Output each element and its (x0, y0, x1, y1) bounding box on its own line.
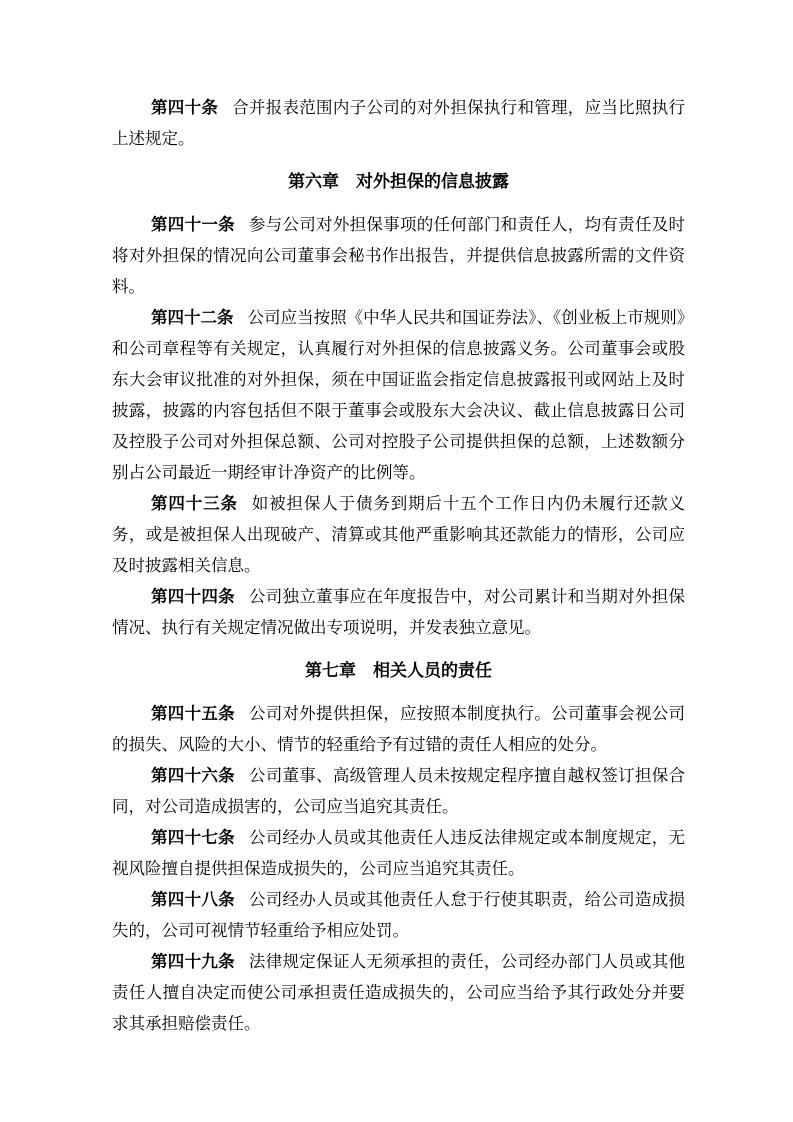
article-paragraph (112, 302, 685, 488)
article-paragraph (112, 209, 685, 302)
article-number: 第四十九条 (151, 952, 235, 971)
article-text: 如被担保人于债务到期后十五个工作日内仍未履行还款义务，或是被担保人出现破产、清算或其他严重影响其还款能力的情形，公司应及时披露相关信息。 (112, 494, 686, 575)
article-text: 公司经办人员或其他责任人怠于行使其职责，给公司造成损失的，公司可视情节轻重给予相应处罚。 (112, 890, 686, 940)
article-number: 第四十五条 (151, 704, 235, 723)
article-number: 第四十四条 (151, 587, 235, 606)
article-number: 第四十条 (151, 98, 219, 117)
chapter-heading: 第六章 对外担保的信息披露 (288, 172, 509, 191)
article-text: 公司独立董事应在年度报告中，对公司累计和当期对外担保情况、执行有关规定情况做出专项说明，并发表独立意见。 (112, 587, 686, 637)
article-text: 公司经办人员或其他责任人违反法律规定或本制度规定，无视风险擅自提供担保造成损失的，公司应当追究其责任。 (112, 828, 686, 878)
article-paragraph (112, 822, 685, 884)
article-paragraph (112, 698, 685, 760)
article-text: 法律规定保证人无须承担的责任，公司经办部门人员或其他责任人擅自决定而使公司承担责任造成损失的，公司应当给予其行政处分并要求其承担赔偿责任。 (112, 952, 686, 1033)
article-number: 第四十一条 (151, 215, 235, 234)
article-paragraph (112, 946, 685, 1039)
article-number: 第四十七条 (151, 828, 235, 847)
article-number: 第四十六条 (151, 766, 235, 785)
article-text: 公司董事、高级管理人员未按规定程序擅自越权签订担保合同，对公司造成损害的，公司应当追究其责任。 (112, 766, 686, 816)
article-paragraph (112, 884, 685, 946)
article-text: 公司应当按照《中华人民共和国证券法》、《创业板上市规则》和公司章程等有关规定，认真履行对外担保的信息披露义务。公司董事会或股东大会审议批准的对外担保，须在中国证监会指定信息披露报刊或网站上及时披露，披露的内容包括但不限于董事会或股东大会决议、截止信息披露日公司及控股子公司对外担保总额、公司对控股子公司提供担保的总额，上述数额分别占公司最近一期经审计净资产的比例等。 (112, 308, 686, 482)
article-number: 第四十八条 (151, 890, 235, 909)
article-number: 第四十三条 (151, 494, 238, 513)
article-paragraph (112, 760, 685, 822)
article-text: 合并报表范围内子公司的对外担保执行和管理，应当比照执行上述规定。 (112, 98, 686, 148)
article-number: 第四十二条 (151, 308, 234, 327)
chapter-heading: 第七章 相关人员的责任 (305, 661, 492, 680)
article-text: 公司对外提供担保，应按照本制度执行。公司董事会视公司的损失、风险的大小、情节的轻重给予有过错的责任人相应的处分。 (112, 704, 686, 754)
article-paragraph (112, 92, 685, 154)
article-paragraph (112, 581, 685, 643)
article-text: 参与公司对外担保事项的任何部门和责任人，均有责任及时将对外担保的情况向公司董事会秘书作出报告，并提供信息披露所需的文件资料。 (112, 215, 686, 296)
article-paragraph (112, 488, 685, 581)
